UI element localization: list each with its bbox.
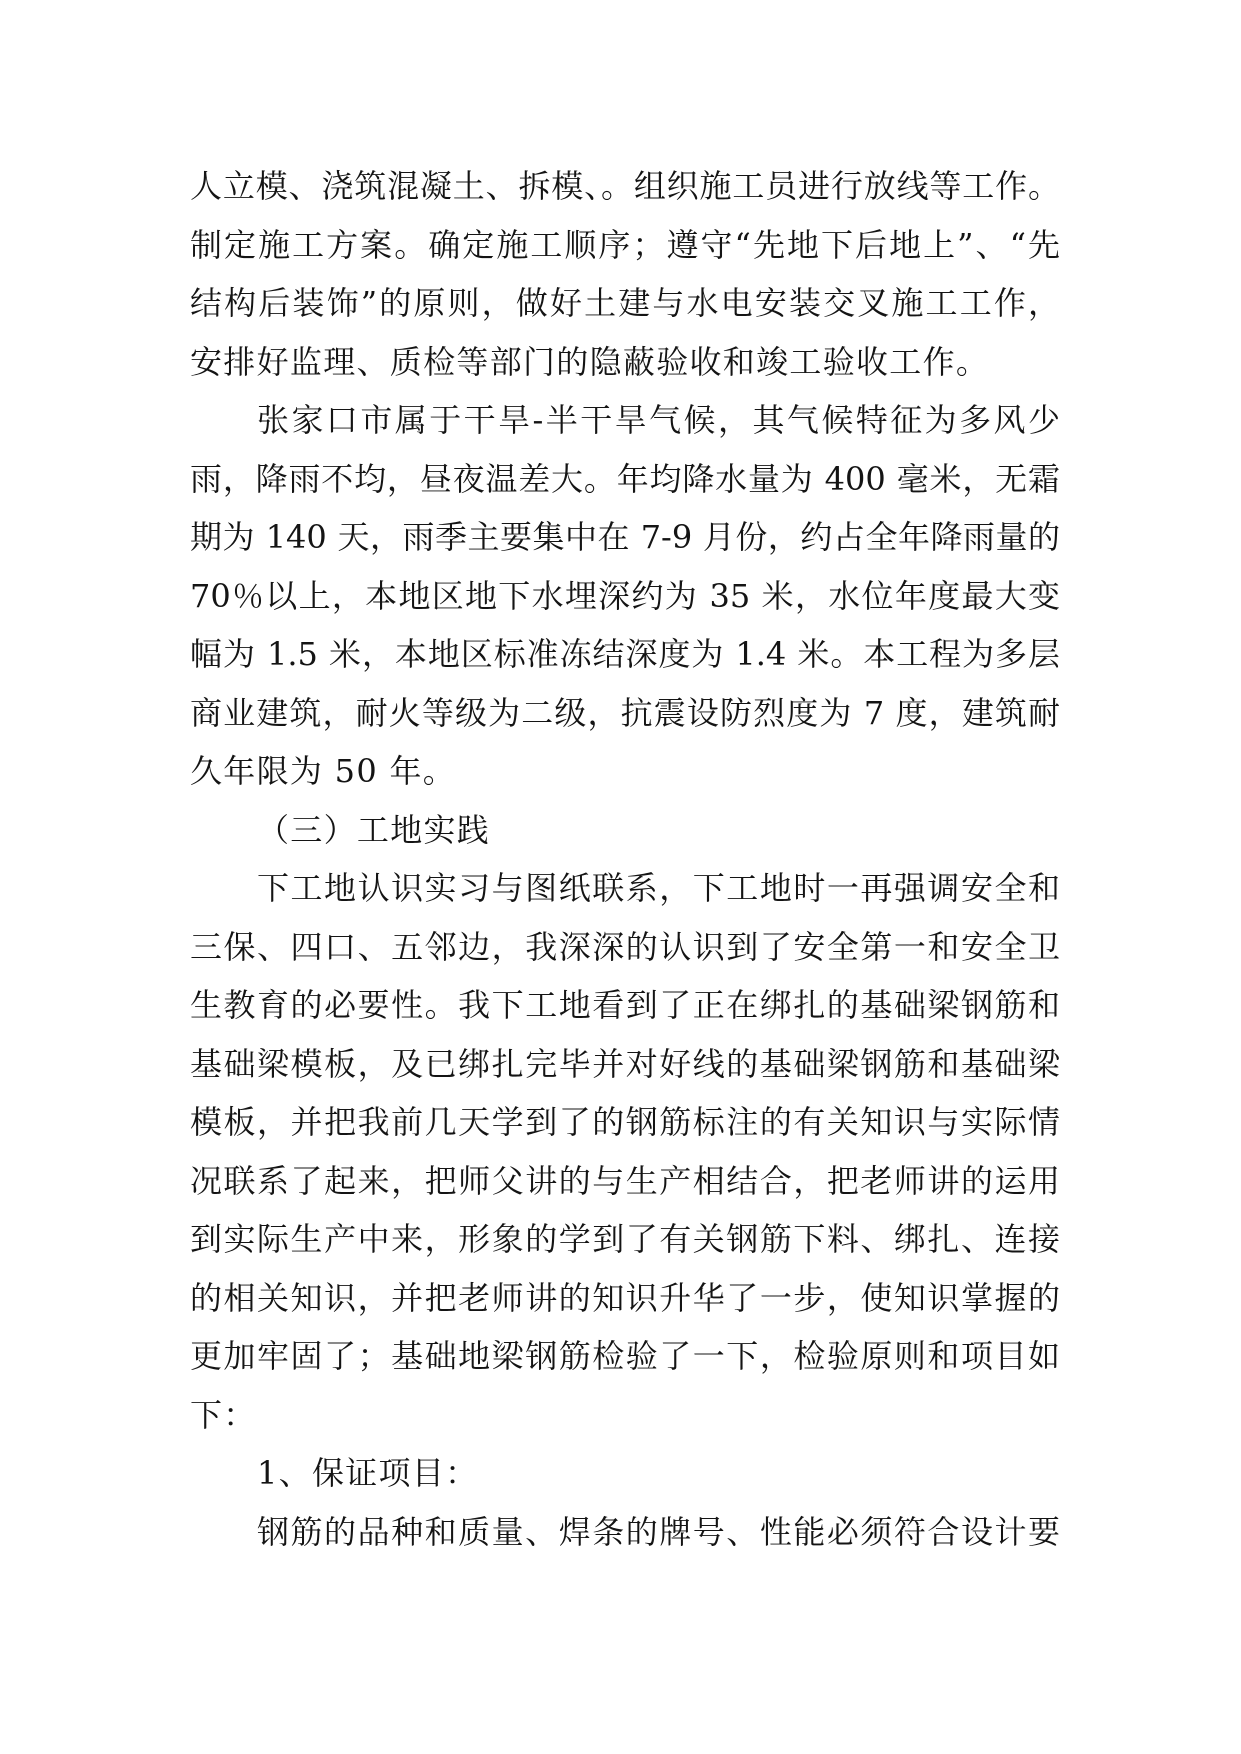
paragraph-line: 下工地认识实习与图纸联系，下工地时一再强调安全和	[257, 869, 1060, 907]
paragraph-line: 更加牢固了；基础地梁钢筋检验了一下，检验原则和项目如	[190, 1337, 1060, 1375]
paragraph-line: 到实际生产中来，形象的学到了有关钢筋下料、绑扎、连接	[190, 1220, 1060, 1258]
paragraph-line: 的相关知识，并把老师讲的知识升华了一步，使知识掌握的	[190, 1278, 1060, 1317]
section-heading: （三）工地实践	[257, 810, 491, 849]
item-heading-block	[190, 1444, 1060, 1503]
item-heading: 1、保证项目：	[257, 1454, 479, 1492]
paragraph-line: 三保、四口、五邻边，我深深的认识到了安全第一和安全卫	[190, 927, 1060, 966]
paragraph-line: 商业建筑，耐火等级为二级，抗震设防烈度为 7 度，建筑耐	[190, 693, 1060, 732]
paragraph-line: 雨，降雨不均，昼夜温差大。年均降水量为 400 毫米，无霜	[190, 459, 1060, 498]
paragraph-line: 况联系了起来，把师父讲的与生产相结合，把老师讲的运用	[190, 1161, 1060, 1200]
paragraph-line: 张家口市属于干旱-半干旱气候，其气候特征为多风少	[257, 401, 1060, 439]
paragraph-line: 结构后装饰”的原则，做好土建与水电安装交叉施工工作，	[190, 284, 1060, 322]
paragraph-line: 人立模、浇筑混凝土、拆模、。组织施工员进行放线等工作。	[190, 167, 1060, 205]
paragraph	[190, 859, 1060, 1444]
paragraph-line: 久年限为 50 年。	[190, 752, 457, 790]
paragraph	[190, 1503, 1060, 1562]
paragraph-line: 生教育的必要性。我下工地看到了正在绑扎的基础梁钢筋和	[190, 986, 1060, 1024]
paragraph-line: 幅为 1.5 米，本地区标准冻结深度为 1.4 米。本工程为多层	[190, 635, 1060, 673]
paragraph-line: 钢筋的品种和质量、焊条的牌号、性能必须符合设计要	[257, 1512, 1060, 1551]
paragraph	[190, 157, 1060, 391]
paragraph-line: 模板，并把我前几天学到了的钢筋标注的有关知识与实际情	[190, 1103, 1060, 1141]
body-text	[190, 157, 1060, 1561]
paragraph	[190, 391, 1060, 801]
paragraph-line: 下：	[190, 1395, 257, 1434]
paragraph-line: 70％以上，本地区地下水埋深约为 35 米，水位年度最大变	[190, 576, 1060, 615]
paragraph-line: 制定施工方案。确定施工顺序；遵守“先地下后地上”、“先	[190, 225, 1060, 264]
paragraph-line: 期为 140 天，雨季主要集中在 7-9 月份，约占全年降雨量的	[190, 518, 1060, 556]
paragraph-line: 安排好监理、质检等部门的隐蔽验收和竣工验收工作。	[190, 342, 990, 381]
paragraph-line: 基础梁模板，及已绑扎完毕并对好线的基础梁钢筋和基础梁	[190, 1044, 1060, 1083]
section-heading-block	[190, 801, 1060, 860]
